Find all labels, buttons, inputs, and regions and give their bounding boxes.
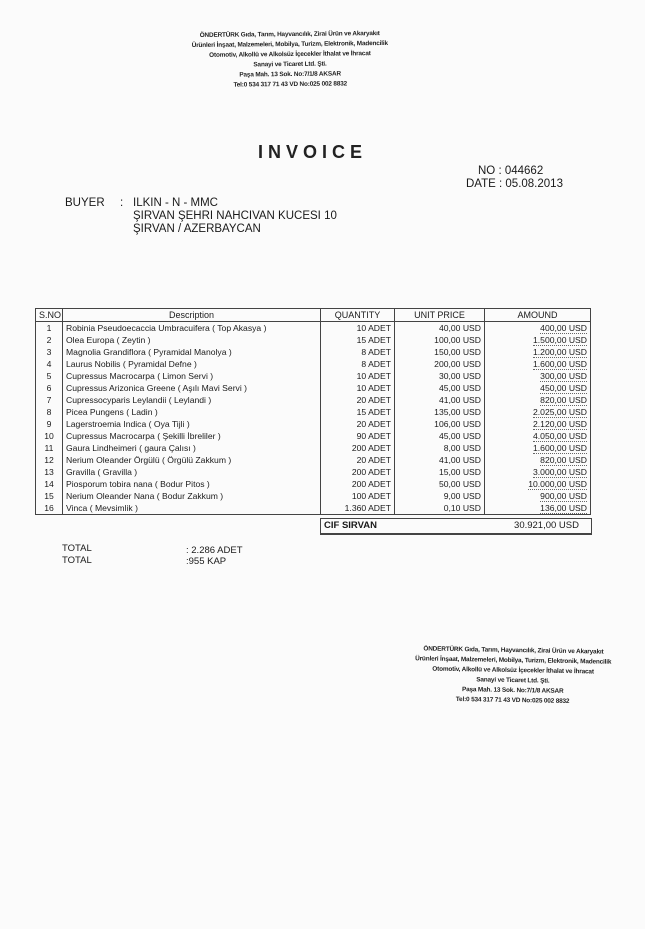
row-description: Lagerstroemia Indica ( Oya Tiјli )	[63, 418, 321, 430]
row-sno: 13	[36, 466, 63, 478]
buyer-colon: :	[120, 197, 124, 209]
table-row	[36, 502, 591, 515]
row-amount	[485, 478, 591, 490]
row-amount-value: 10.000,00 USD	[528, 479, 587, 489]
row-amount	[485, 394, 591, 406]
table-row	[36, 322, 591, 335]
header-description: Description	[63, 309, 321, 322]
row-quantity: 20 ADET	[321, 454, 395, 466]
table-row	[36, 454, 591, 466]
header-amount: AMOUND	[485, 309, 591, 322]
row-sno: 14	[36, 478, 63, 490]
row-amount	[485, 418, 591, 430]
row-amount	[485, 358, 591, 370]
table-row	[36, 334, 591, 346]
row-description: Cupressus Macrocarpa ( Şekilli İbreliler )	[63, 430, 321, 442]
row-description: Cupressocyparis Leylandii ( Leylandi )	[63, 394, 321, 406]
stamp-line: Otomotiv, Alkollü ve Alkolsüz İçecekler İthalat ve İhracat	[209, 50, 371, 59]
row-amount	[485, 502, 591, 515]
row-quantity: 200 ADET	[321, 466, 395, 478]
row-unit-price: 106,00 USD	[395, 418, 485, 430]
total-qty-label: TOTAL	[62, 543, 92, 554]
row-description: Picea Pungens ( Ladin )	[63, 406, 321, 418]
row-sno: 10	[36, 430, 63, 442]
table-header-row	[36, 309, 591, 322]
row-unit-price: 41,00 USD	[395, 394, 485, 406]
row-amount	[485, 382, 591, 394]
table-row	[36, 490, 591, 502]
row-description: Vinca ( Mevsimlik )	[63, 502, 321, 515]
table-row	[36, 346, 591, 358]
row-sno: 12	[36, 454, 63, 466]
row-description: Laurus Nobilis ( Pyramidal Defne )	[63, 358, 321, 370]
row-amount	[485, 442, 591, 454]
row-unit-price: 50,00 USD	[395, 478, 485, 490]
row-quantity: 10 ADET	[321, 382, 395, 394]
row-sno: 16	[36, 502, 63, 515]
row-amount-value: 900,00 USD	[540, 491, 587, 501]
row-quantity: 10 ADET	[321, 370, 395, 382]
row-quantity: 20 ADET	[321, 394, 395, 406]
stamp-line: Otomotiv, Alkollü ve Alkolsüz İçecekler İthalat ve İhracat	[432, 665, 594, 676]
row-amount	[485, 466, 591, 478]
row-amount-value: 400,00 USD	[540, 323, 587, 333]
row-quantity: 15 ADET	[321, 406, 395, 418]
grand-total	[320, 518, 592, 535]
table-row	[36, 466, 591, 478]
row-amount	[485, 430, 591, 442]
stamp-line: Ürünleri İnşaat, Malzemeleri, Mobilya, Turizm, Elektronik, Madencilik	[191, 39, 388, 50]
row-description: Olea Europa ( Zeytin )	[63, 334, 321, 346]
row-unit-price: 45,00 USD	[395, 382, 485, 394]
row-unit-price: 41,00 USD	[395, 454, 485, 466]
stamp-line: Ürünleri İnşaat, Malzemeleri, Mobilya, Turizm, Elektronik, Madencilik	[415, 655, 612, 666]
row-sno: 15	[36, 490, 63, 502]
row-description: Gaura Lindheimeri ( gaura Çalısı )	[63, 442, 321, 454]
row-quantity: 200 ADET	[321, 478, 395, 490]
grand-total-value: 30.921,00 USD	[514, 520, 579, 531]
stamp-line: ÖNDERTÜRK Gıda, Tarım, Hayvancılık, Zirai Ürün ve Akaryakıt	[423, 645, 604, 656]
buyer-address: ŞIRVAN ŞEHRI NAHCIVAN KUCESI 10	[133, 210, 337, 222]
row-amount	[485, 454, 591, 466]
row-description: Nerium Oleander Örgülü ( Örgülü Zakkum )	[63, 454, 321, 466]
table-row	[36, 478, 591, 490]
row-description: Robinia Pseudoecaccia Umbracuifera ( Top Akasya )	[63, 322, 321, 335]
row-sno: 8	[36, 406, 63, 418]
table-row	[36, 382, 591, 394]
invoice-items-table	[35, 308, 591, 515]
row-unit-price: 30,00 USD	[395, 370, 485, 382]
row-amount-value: 300,00 USD	[540, 371, 587, 381]
invoice-number: NO : 044662	[478, 165, 544, 177]
stamp-line: Paşa Mah. 13 Sok. No:7/1/8 AKSAR	[239, 70, 341, 79]
row-description: Magnolia Grandiflora ( Pyramidal Manolya )	[63, 346, 321, 358]
stamp-line: Paşa Mah. 13 Sok. No:7/1/8 AKSAR	[461, 686, 564, 695]
table-row	[36, 406, 591, 418]
row-amount-value: 1.600,00 USD	[533, 359, 587, 369]
row-unit-price: 45,00 USD	[395, 430, 485, 442]
row-amount	[485, 406, 591, 418]
row-amount-value: 2.025,00 USD	[533, 407, 587, 417]
row-quantity: 90 ADET	[321, 430, 395, 442]
header-sno: S.NO	[36, 309, 63, 322]
row-unit-price: 135,00 USD	[395, 406, 485, 418]
row-unit-price: 100,00 USD	[395, 334, 485, 346]
row-sno: 7	[36, 394, 63, 406]
row-amount-value: 1.500,00 USD	[533, 335, 587, 345]
row-amount-value: 3.000,00 USD	[533, 467, 587, 477]
row-sno: 3	[36, 346, 63, 358]
row-amount	[485, 490, 591, 502]
row-quantity: 15 ADET	[321, 334, 395, 346]
row-amount	[485, 346, 591, 358]
row-unit-price: 9,00 USD	[395, 490, 485, 502]
row-unit-price: 40,00 USD	[395, 322, 485, 335]
stamp-line: Sanayi ve Ticaret Ltd. Şti.	[476, 676, 550, 685]
row-sno: 11	[36, 442, 63, 454]
row-sno: 9	[36, 418, 63, 430]
buyer-city: ŞIRVAN / AZERBAYCAN	[133, 223, 261, 235]
row-quantity: 100 ADET	[321, 490, 395, 502]
row-quantity: 10 ADET	[321, 322, 395, 335]
total-packages-value: :955 KAP	[186, 556, 227, 567]
row-amount-value: 820,00 USD	[540, 395, 587, 405]
stamp-line: ÖNDERTÜRK Gıda, Tarım, Hayvancılık, Zirai Ürün ve Akaryakıt	[199, 30, 380, 39]
row-description: Cupressus Macrocarpa ( Limon Servi )	[63, 370, 321, 382]
row-amount-value: 450,00 USD	[540, 383, 587, 393]
table-row	[36, 370, 591, 382]
row-sno: 4	[36, 358, 63, 370]
row-amount-value: 1.600,00 USD	[533, 443, 587, 453]
buyer-label: BUYER	[65, 197, 105, 209]
row-unit-price: 15,00 USD	[395, 466, 485, 478]
company-stamp-bottom	[407, 644, 618, 708]
total-qty-value: : 2.286 ADET	[186, 545, 243, 556]
row-description: Cupressus Arizonica Greene ( Aşılı Mavi Servi )	[63, 382, 321, 394]
row-sno: 2	[36, 334, 63, 346]
row-quantity: 200 ADET	[321, 442, 395, 454]
row-unit-price: 0,10 USD	[395, 502, 485, 515]
buyer-name: ILKIN - N - MMC	[133, 197, 218, 209]
grand-total-label: CIF SIRVAN	[324, 520, 377, 531]
row-sno: 6	[36, 382, 63, 394]
table-row	[36, 358, 591, 370]
company-stamp-top	[190, 29, 391, 91]
table-row	[36, 430, 591, 442]
row-sno: 5	[36, 370, 63, 382]
row-quantity: 1.360 ADET	[321, 502, 395, 515]
table-row	[36, 418, 591, 430]
row-quantity: 20 ADET	[321, 418, 395, 430]
table-row	[36, 394, 591, 406]
stamp-line: Tel:0 534 317 71 43 VD No:025 002 8832	[455, 696, 570, 705]
row-amount-value: 820,00 USD	[540, 455, 587, 465]
row-unit-price: 150,00 USD	[395, 346, 485, 358]
header-quantity: QUANTITY	[321, 309, 395, 322]
row-amount-value: 2.120,00 USD	[533, 419, 587, 429]
row-amount	[485, 334, 591, 346]
row-description: Nerium Oleander Nana ( Bodur Zakkum )	[63, 490, 321, 502]
row-description: Gravilla ( Gravilla )	[63, 466, 321, 478]
row-amount	[485, 322, 591, 335]
row-quantity: 8 ADET	[321, 358, 395, 370]
invoice-date: DATE : 05.08.2013	[466, 178, 563, 190]
row-amount-value: 4.050,00 USD	[533, 431, 587, 441]
invoice-title: INVOICE	[258, 142, 368, 162]
table-row	[36, 442, 591, 454]
stamp-line: Sanayi ve Ticaret Ltd. Şti.	[253, 60, 327, 69]
row-amount-value: 1.200,00 USD	[533, 347, 587, 357]
row-quantity: 8 ADET	[321, 346, 395, 358]
header-unit-price: UNIT PRICE	[395, 309, 485, 322]
row-sno: 1	[36, 322, 63, 335]
row-amount-value: 136,00 USD	[540, 503, 587, 513]
row-description: Piosporum tobira nana ( Bodur Pitos )	[63, 478, 321, 490]
row-unit-price: 8,00 USD	[395, 442, 485, 454]
row-amount	[485, 370, 591, 382]
stamp-line: Tel:0 534 317 71 43 VD No:025 002 8832	[233, 80, 348, 89]
total-packages-label: TOTAL	[62, 555, 92, 566]
row-unit-price: 200,00 USD	[395, 358, 485, 370]
